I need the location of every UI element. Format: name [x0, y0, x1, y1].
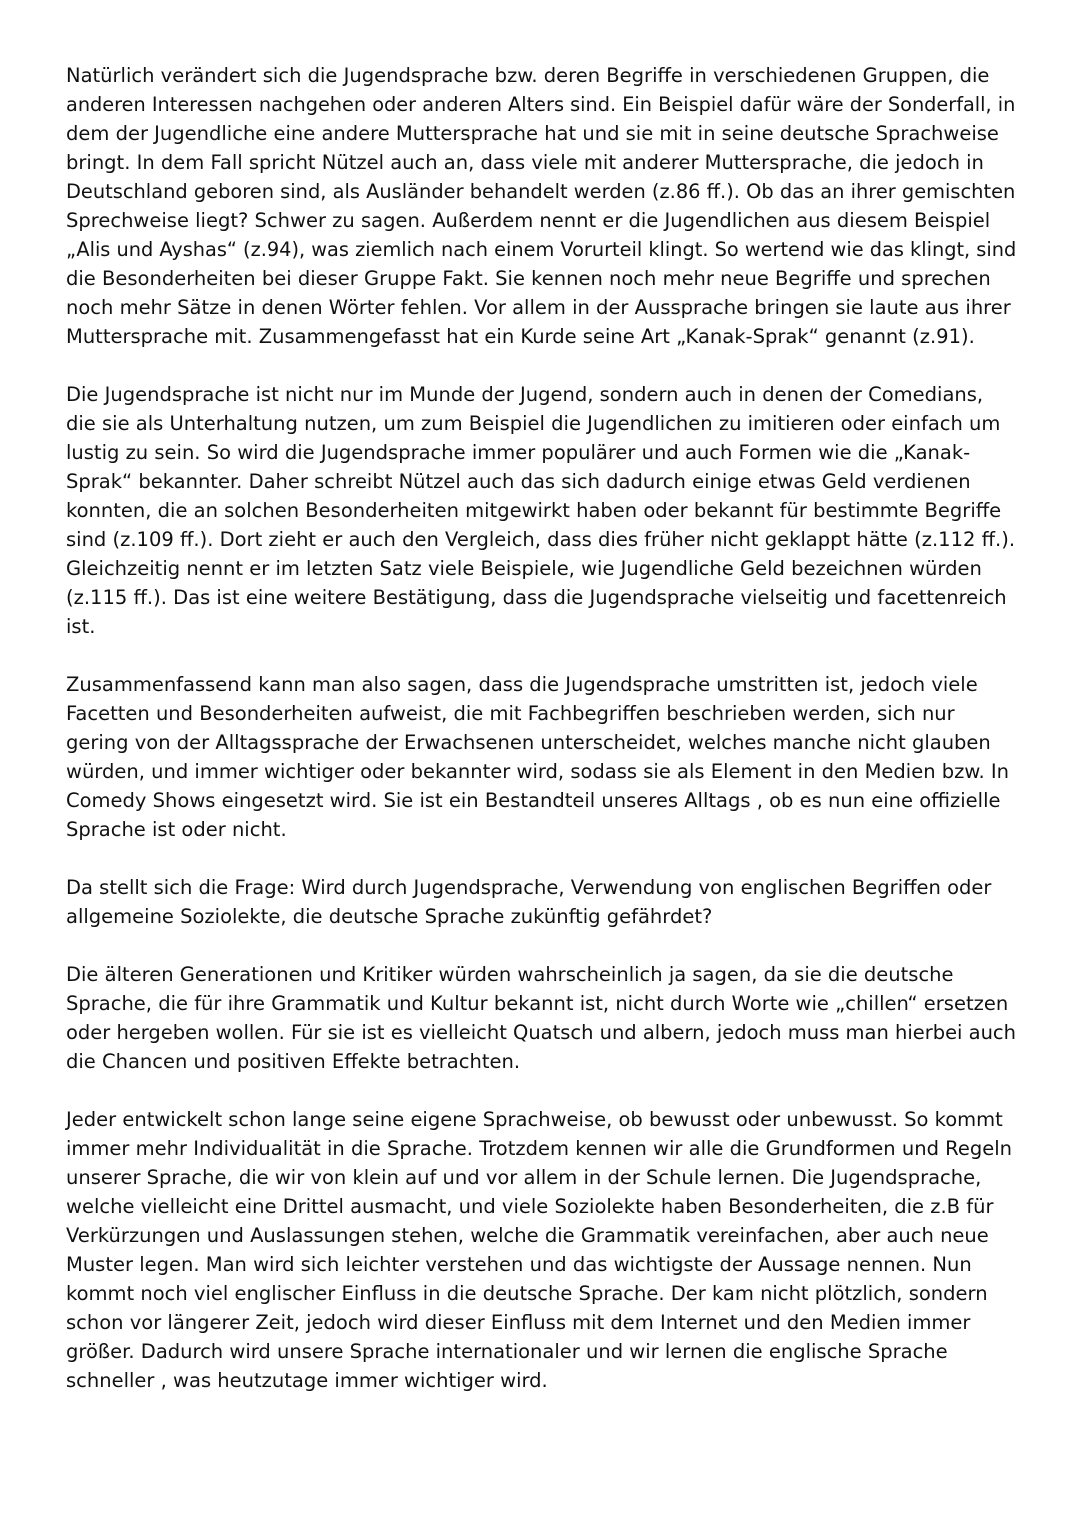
paragraph [66, 380, 1016, 641]
text-line: Da stellt sich die Frage: Wird durch Jugendsprache, Verwendung von englischen Begriffen oder [66, 876, 992, 899]
text-line: Verkürzungen und Auslassungen stehen, welche die Grammatik vereinfachen, aber auch neue [66, 1224, 989, 1247]
text-line: bringt. In dem Fall spricht Nützel auch an, dass viele mit anderer Muttersprache, die jedoch in [66, 151, 984, 174]
text-line: Gleichzeitig nennt er im letzten Satz viele Beispiele, wie Jugendliche Geld bezeichnen würden [66, 557, 982, 580]
text-line: Deutschland geboren sind, als Ausländer behandelt werden (z.86 ff.). Ob das an ihrer gemischten [66, 180, 1016, 203]
paragraph [66, 61, 1016, 351]
paragraph [66, 873, 1016, 931]
text-line: konnten, die an solchen Besonderheiten mitgewirkt haben oder bekannt für bestimmte Begriffe [66, 499, 1002, 522]
text-line: schneller , was heutzutage immer wichtiger wird. [66, 1369, 548, 1392]
text-line: Zusammenfassend kann man also sagen, dass die Jugendsprache umstritten ist, jedoch viele [66, 673, 978, 696]
text-line: (z.115 ff.). Das ist eine weitere Bestätigung, dass die Jugendsprache vielseitig und facettenreich [66, 586, 1007, 609]
text-line: Facetten und Besonderheiten aufweist, die mit Fachbegriffen beschrieben werden, sich nur [66, 702, 955, 725]
paragraph [66, 1105, 1016, 1395]
text-line: unserer Sprache, die wir von klein auf und vor allem in der Schule lernen. Die Jugendsprache, [66, 1166, 982, 1189]
text-line: ist. [66, 615, 96, 638]
text-line: größer. Dadurch wird unsere Sprache internationaler und wir lernen die englische Sprache [66, 1340, 948, 1363]
text-line: Jeder entwickelt schon lange seine eigene Sprachweise, ob bewusst oder unbewusst. So kommt [66, 1108, 1003, 1131]
text-line: Natürlich verändert sich die Jugendsprache bzw. deren Begriffe in verschiedenen Gruppen, die [66, 64, 990, 87]
text-line: Sprechweise liegt? Schwer zu sagen. Außerdem nennt er die Jugendlichen aus diesem Beispiel [66, 209, 991, 232]
text-line: Die älteren Generationen und Kritiker würden wahrscheinlich ja sagen, da sie die deutsche [66, 963, 954, 986]
paragraph [66, 670, 1016, 844]
text-line: noch mehr Sätze in denen Wörter fehlen. Vor allem in der Aussprache bringen sie laute aus ihrer [66, 296, 1011, 319]
text-line: „Alis und Ayshas“ (z.94), was ziemlich nach einem Vorurteil klingt. So wertend wie das klingt, sind [66, 238, 1017, 261]
text-line: Comedy Shows eingesetzt wird. Sie ist ein Bestandteil unseres Alltags , ob es nun eine offizielle [66, 789, 1001, 812]
text-line: oder hergeben wollen. Für sie ist es vielleicht Quatsch und albern, jedoch muss man hierbei auch [66, 1021, 1016, 1044]
document-page [66, 61, 1016, 1424]
paragraph [66, 960, 1016, 1076]
text-line: allgemeine Soziolekte, die deutsche Sprache zukünftig gefährdet? [66, 905, 713, 928]
text-line: anderen Interessen nachgehen oder anderen Alters sind. Ein Beispiel dafür wäre der Sonderfall, in [66, 93, 1016, 116]
text-line: Muttersprache mit. Zusammengefasst hat ein Kurde seine Art „Kanak-Sprak“ genannt (z.91). [66, 325, 975, 348]
text-line: kommt noch viel englischer Einfluss in die deutsche Sprache. Der kam nicht plötzlich, sondern [66, 1282, 988, 1305]
text-line: welche vielleicht eine Drittel ausmacht, und viele Soziolekte haben Besonderheiten, die z.B für [66, 1195, 994, 1218]
text-line: dem der Jugendliche eine andere Muttersprache hat und sie mit in seine deutsche Sprachweise [66, 122, 999, 145]
text-line: immer mehr Individualität in die Sprache. Trotzdem kennen wir alle die Grundformen und Regeln [66, 1137, 1012, 1160]
text-line: Sprache, die für ihre Grammatik und Kultur bekannt ist, nicht durch Worte wie „chillen“ ersetzen [66, 992, 1009, 1015]
text-line: schon vor längerer Zeit, jedoch wird dieser Einfluss mit dem Internet und den Medien immer [66, 1311, 971, 1334]
text-line: Muster legen. Man wird sich leichter verstehen und das wichtigste der Aussage nennen. Nun [66, 1253, 972, 1276]
text-line: Sprak“ bekannter. Daher schreibt Nützel auch das sich dadurch einige etwas Geld verdienen [66, 470, 971, 493]
text-line: gering von der Alltagssprache der Erwachsenen unterscheidet, welches manche nicht glauben [66, 731, 991, 754]
text-line: die Besonderheiten bei dieser Gruppe Fakt. Sie kennen noch mehr neue Begriffe und sprechen [66, 267, 991, 290]
text-line: die Chancen und positiven Effekte betrachten. [66, 1050, 521, 1073]
text-line: sind (z.109 ff.). Dort zieht er auch den Vergleich, dass dies früher nicht geklappt hätte (z.112 ff.). [66, 528, 1016, 551]
text-line: Die Jugendsprache ist nicht nur im Munde der Jugend, sondern auch in denen der Comedians, [66, 383, 984, 406]
text-line: die sie als Unterhaltung nutzen, um zum Beispiel die Jugendlichen zu imitieren oder einfach um [66, 412, 1001, 435]
text-line: lustig zu sein. So wird die Jugendsprache immer populärer und auch Formen wie die „Kanak- [66, 441, 971, 464]
text-line: würden, und immer wichtiger oder bekannter wird, sodass sie als Element in den Medien bzw. In [66, 760, 1010, 783]
text-line: Sprache ist oder nicht. [66, 818, 287, 841]
